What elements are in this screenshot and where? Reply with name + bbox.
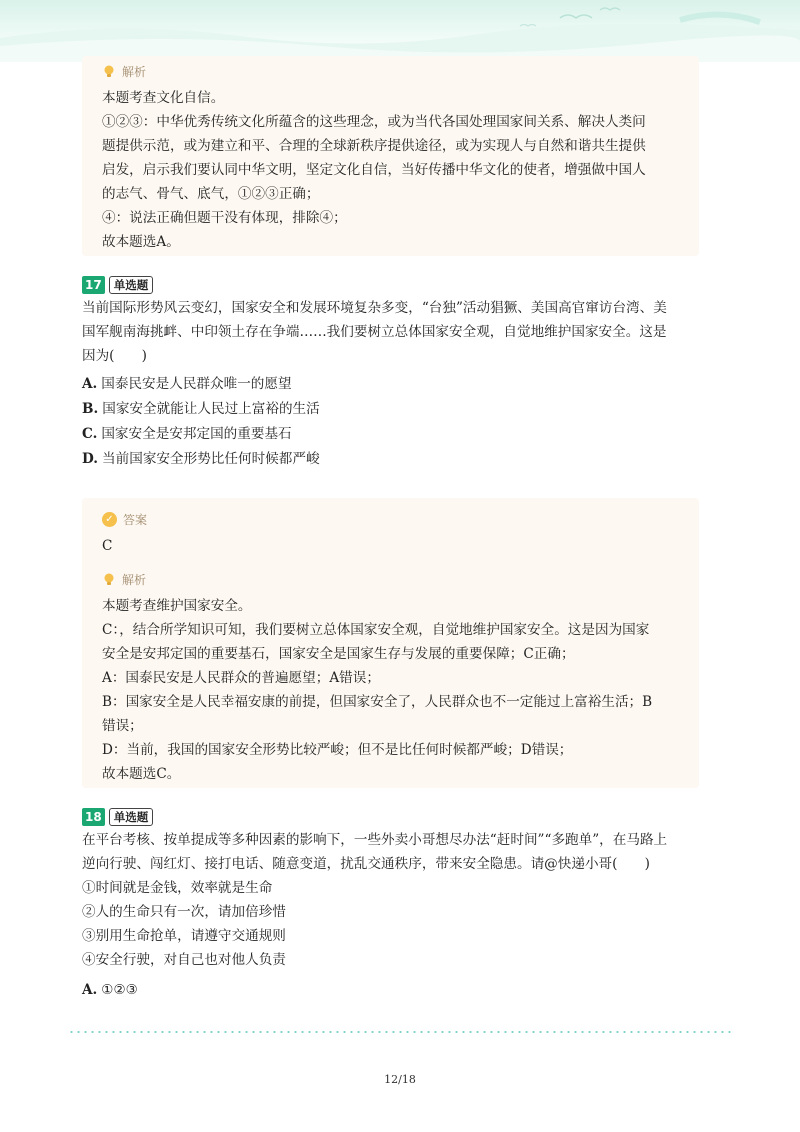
option-letter: A. <box>82 982 98 998</box>
question-number: 18 <box>82 808 105 826</box>
statement-line: ④安全行驶，对自己也对他人负责 <box>82 952 286 968</box>
question-stem-line: 逆向行驶、闯红灯、接打电话、随意变道，扰乱交通秩序，带来安全隐患。请@快递小哥( ) <box>82 856 650 872</box>
question-stem-line: 在平台考核、按单提成等多种因素的影响下，一些外卖小哥想尽办法“赶时间”“多跑单”，在马路上 <box>82 832 668 848</box>
analysis-line: 本题考查维护国家安全。 <box>102 598 252 614</box>
statement-line: ①时间就是金钱，效率就是生命 <box>82 880 273 896</box>
option-text: 国家安全是安邦定国的重要基石 <box>101 426 292 442</box>
analysis-label <box>102 570 146 588</box>
dotted-divider <box>68 1031 732 1033</box>
question-number: 17 <box>82 276 105 294</box>
lightbulb-icon <box>102 64 116 78</box>
analysis-line: A：国泰民安是人民群众的普遍愿望；A错误； <box>102 670 380 686</box>
q16-analysis-box <box>82 56 699 256</box>
analysis-line: 的志气、骨气、底气，①②③正确； <box>102 186 320 202</box>
option-a[interactable] <box>82 372 292 396</box>
question-stem-line: 当前国际形势风云变幻，国家安全和发展环境复杂多变，“台独”活动猖獗、美国高官窜访台湾、美 <box>82 300 667 316</box>
question-type-badge: 单选题 <box>109 276 154 294</box>
analysis-line: 故本题选A。 <box>102 234 180 250</box>
option-letter: A. <box>82 376 98 392</box>
analysis-line: 题提供示范，或为建立和平、合理的全球新秩序提供途径，或为实现人与自然和谐共生提供 <box>102 138 646 154</box>
answer-label-text: 答案 <box>123 512 148 527</box>
analysis-line: 启发，启示我们要认同中华文明，坚定文化自信，当好传播中华文化的使者，增强做中国人 <box>102 162 646 178</box>
option-a[interactable] <box>82 978 138 1002</box>
analysis-line: 故本题选C。 <box>102 766 181 782</box>
statement-line: ③别用生命抢单，请遵守交通规则 <box>82 928 286 944</box>
q17-answer-box <box>82 498 699 788</box>
answer-label <box>102 510 147 528</box>
option-text: ①②③ <box>101 982 138 998</box>
option-text: 国家安全就能让人民过上富裕的生活 <box>102 401 320 417</box>
page-number: 12/18 <box>384 1073 416 1086</box>
option-c[interactable] <box>82 422 292 446</box>
analysis-label <box>102 62 146 80</box>
analysis-line: C：，结合所学知识可知，我们要树立总体国家安全观，自觉地维护国家安全。这是因为国家 <box>102 622 650 638</box>
question-18-header <box>82 807 153 827</box>
option-b[interactable] <box>82 397 320 421</box>
statement-line: ②人的生命只有一次，请加倍珍惜 <box>82 904 286 920</box>
analysis-line: 安全是安邦定国的重要基石，国家安全是国家生存与发展的重要保障；C正确； <box>102 646 575 662</box>
check-icon: ✓ <box>102 512 117 527</box>
question-stem-line: 国军舰南海挑衅、中印领土存在争端……我们要树立总体国家安全观，自觉地维护国家安全。这是 <box>82 324 667 340</box>
analysis-line: 本题考查文化自信。 <box>102 90 225 106</box>
option-text: 国泰民安是人民群众唯一的愿望 <box>101 376 292 392</box>
wave-birds-decoration <box>0 0 800 62</box>
option-letter: D. <box>82 451 99 467</box>
analysis-line: D：当前，我国的国家安全形势比较严峻；但不是比任何时候都严峻；D错误； <box>102 742 573 758</box>
option-letter: C. <box>82 426 98 442</box>
analysis-label-text: 解析 <box>122 64 147 79</box>
analysis-label-text: 解析 <box>122 572 147 587</box>
option-letter: B. <box>82 401 99 417</box>
analysis-line: ④：说法正确但题干没有体现，排除④； <box>102 210 347 226</box>
page-header-decoration <box>0 0 800 62</box>
question-stem-line: 因为( ) <box>82 348 147 364</box>
answer-value: C <box>102 538 113 554</box>
question-type-badge: 单选题 <box>109 808 154 826</box>
option-d[interactable] <box>82 447 320 471</box>
analysis-line: B：国家安全是人民幸福安康的前提，但国家安全了，人民群众也不一定能过上富裕生活；B <box>102 694 653 710</box>
lightbulb-icon <box>102 572 116 586</box>
question-17-header <box>82 275 153 295</box>
analysis-line: 错误； <box>102 718 143 734</box>
option-text: 当前国家安全形势比任何时候都严峻 <box>102 451 320 467</box>
analysis-line: ①②③：中华优秀传统文化所蕴含的这些理念，或为当代各国处理国家间关系、解决人类问 <box>102 114 646 130</box>
